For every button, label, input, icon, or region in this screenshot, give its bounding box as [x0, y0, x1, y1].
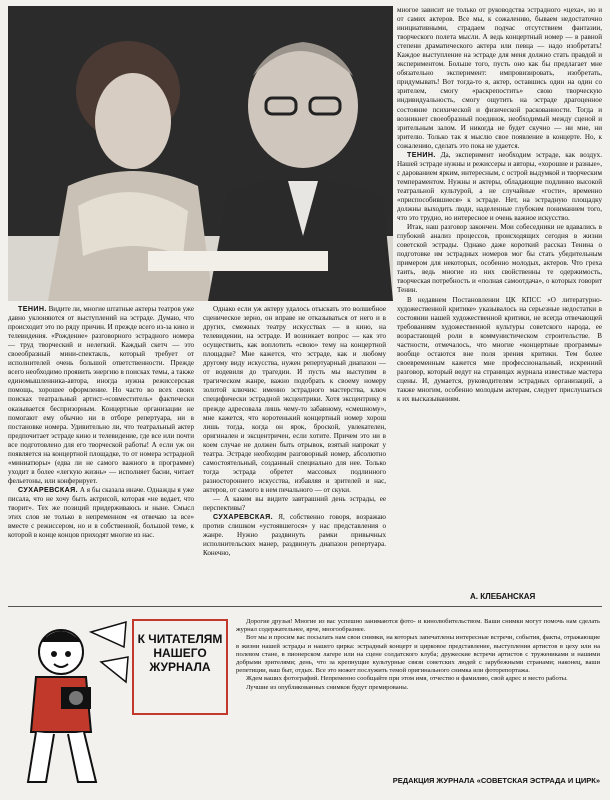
section-divider: [8, 606, 602, 607]
banner-line-2: НАШЕГО: [153, 646, 207, 660]
interview-question: — А каким вы видите завтрашний день эстрады, ее перспективы?: [203, 494, 386, 513]
notice-paragraph: Ждем ваших фотографий. Непременно сообщайте при этом имя, отчество и фамилию, свой адрес и место работы.: [246, 675, 568, 683]
banner-line-1: К ЧИТАТЕЛЯМ: [137, 632, 223, 646]
banner-line-3: ЖУРНАЛА: [149, 660, 211, 674]
article-text: Итак, наш разговор закончен. Мои собеседники не вдавались в глубокий анализ процессов, происходящих сегодня в жизни советской эстрады. Однако даже короткий рассказ Тенина о подготовке им эстрадных номеров мог бы стать убедительным примером для некоторых, особенно молодых, актеров. Что греха таить, ведь многие из них свойственны те одержимость, творческая потребность и «полная самоотдача», о которых говорит Тенин.: [397, 223, 602, 295]
article-text: Да, эксперимент необходим эстраде, как воздух. Нашей эстраде нужны и режиссеры и авторы, «хорошие и разные», с дарованием ярким, интересным, с острой выдумкой и творческим темпераментом. Нужны и актеры, обладающие подлинно высокой театральной культурой, а не случайные «гости», временно «приспособившиеся» к эстраде. Нет, на эстрадную площадку должны выходить люди, наделенные глубоким пониманием того, что это трудно, но интересное и очень важное искусство.: [397, 150, 603, 223]
photographer-illustration: [6, 612, 131, 792]
article-column-2: [203, 305, 386, 558]
article-text: Видите ли, многие штатные актеры театров уже давно уклоняются от выступлений на эстраде. Думаю, что происходит это по ряду причин. И прежде всего из-за кино и телевидения. «Рождение» разговорного эстрадного номера — труд творческий и нелегкий. Каждый скетч — это своеобразный мини-спектакль, который требует от исполнителей очень большой ответственности. Прежде всего необходимо проявить энергию в поисках темы, а также единомышленника-автора, иногда нужна режиссерская помощь, хорошее оформление. Но часто во всех своих поисках театральный артист-«совместитель» фактически оказывается беспризорным. Концертные организации не помогают ему обычно ни в отборе репертуара, ни в постановке номера. Удивительно ли, что театральный актер предпочитает эстраде кино и телевидение, где все или почти все подготовлено для его творческой работы! А если уж он появляется на концертной площадке, то от номера эстрадной «миниатюры» (едва ли не самого важного в программе) уходит в более «легкую жизнь» — исполняет басни, читает фельетоны, или конферирует.: [8, 305, 195, 485]
article-text: Я, собственно говоря, возражаю против слишком «устоявшегося» у нас представления о жанре. Нужно раздвинуть рамки привычных исполнительских манер, раздвинуть диапазон репертуара. Конечно,: [203, 513, 386, 558]
article-text: А я бы сказала иначе. Однажды я уже писала, что не хочу быть актрисой, которая «не ведает, что творит». Тех же позиций придерживаюсь и ныне. Смысл этих слов не только в непременном «я отвечаю за все» вместе с режиссером, но и в собственной, большой теме, к которой в конце концов приходят многие из нас.: [8, 485, 194, 540]
readers-notice: [236, 618, 600, 692]
author-signature: А. КЛЕБАНСКАЯ: [470, 592, 536, 601]
speaker-label: СУХАРЕВСКАЯ.: [213, 513, 274, 522]
notice-paragraph: Дорогие друзья! Многие из вас успешно занимаются фото- и кинолюбительством. Ваши снимки могут помочь нам сделать журнал содержательнее, ярче, многообразнее.: [236, 618, 600, 634]
photographer-cartoon: [6, 612, 131, 792]
notice-paragraph: Лучшие из опубликованных снимков будут премированы.: [246, 683, 409, 691]
photo-two-actors: [8, 6, 393, 301]
article-text: Однако если уж актеру удалось отыскать это волшебное сценическое зерно, он вправе не отказываться от него и в других, смежных театру искусствах — в кино, на телевидении, на эстраде. И возникает вопрос — как это осуществить, как воплотить «свою» тему на концертной площадке? Мне кажется, что эстраде, как и любому другому виду искусства, нужен репертуарный диапазон — от водевиля до трагедии. И пусть мы выступим в трагическом жанре, важно подобрать к своему номеру золотой ключик: именно эстрадного мастерства, ключ специфически эстрадной эксцентрики. Хотя эксцентрику я прежде адресовала лишь чему-то забавному, «смешному», мне кажется, что коротенький концертный номер хорош лишь тогда, когда он ярок, броской, увлекателен, оригинален и эксцентричен, если хотите. Причем это ни в коем случае не должен быть отрывок, взятый напрокат у театра. Эстраде необходим разговорный номер, абсолютно самостоятельный, созданный специально для нее. Только тогда эстрада обретет массовых подлинного разностороннего искусства, избавляя и зрителей и нас, актеров, от самого в нем печального — от скуки.: [203, 305, 386, 494]
speaker-label: СУХАРЕВСКАЯ.: [18, 485, 79, 494]
editors-signature: РЕДАКЦИЯ ЖУРНАЛА «СОВЕТСКАЯ ЭСТРАДА И ЦИРК»: [392, 776, 600, 785]
speaker-label: ТЕНИН.: [18, 305, 47, 313]
photo-illustration: [8, 6, 393, 301]
article-text: многое зависит не только от руководства эстрадного «цеха», но и от самих актеров. Все мы, к сожалению, бываем недостаточно инициативными, страдаем подчас отсутствием фантазии, творческого полета мысли. А ведь концертный номер — в равной степени драматического актера или певца — надо изобретать! Каждое выступление на эстраде для меня должно стать правдой и экспериментом. Больше того, пусть оно как бы предлагает мне обязательно эксперимент: импровизировать, изобретать, придумывать! Вот тогда-то я, актер, оставшись один на один со зрителем, смогу «раскрепостить» свою творческую индивидуальность, смогу ощутить на эстраде драгоценное состояние психической и физической раскованности. Тогда и возникнет своеобразный поединок, необходимый между сценой и зрительным залом. И никогда не будет скучно — ни мне, ни зрителю. Только так я мыслю свое появление в концерте. Но, к сожалению, сделать это пока не удается.: [397, 6, 602, 150]
speaker-label: ТЕНИН.: [407, 150, 436, 159]
article-column-1: [8, 305, 194, 540]
article-column-3: [397, 6, 602, 404]
notice-paragraph: Вот мы и просим вас посылать нам свои снимки, на которых запечатлены интересные встречи, события, факты, отражающие в жизни нашей эстрады и нашего цирка: эстрадный концерт и цирковое представление, выступления артистов в цеху или на полевом стане, в пионерском лагере или на сцене солдатского клуба; дружеские встречи артистов с тружениками и нашими добрыми зрителями; день, что за крепнущие культурные связи советских людей с зарубежными странами; наконец, ваши репетиции, ваш быт, отдых. Все это может послужить темой оригинального снимка или фоторепортажа.: [236, 634, 600, 675]
article-text: В недавнем Постановлении ЦК КПСС «О литературно-художественной критике» указывалось на серьезные недостатки в состоянии нашей художественной критики, не всегда отвечающей требованиям художественной культуры советского народа, ее возрастающей роли в коммунистическом строительстве. В частности, отмечалось, что многие «концертные программы» вообще остаются вне поля зрения критики. Тем более своевременным кажется мне профессиональный, искренний разговор, который ведут на страницах журнала известные мастера сцены. И, думается, руководителям эстрадных организаций, а также многим, особенно молодым актерам, следует прислушаться к их высказываниям.: [397, 295, 602, 404]
readers-banner: [130, 612, 230, 722]
